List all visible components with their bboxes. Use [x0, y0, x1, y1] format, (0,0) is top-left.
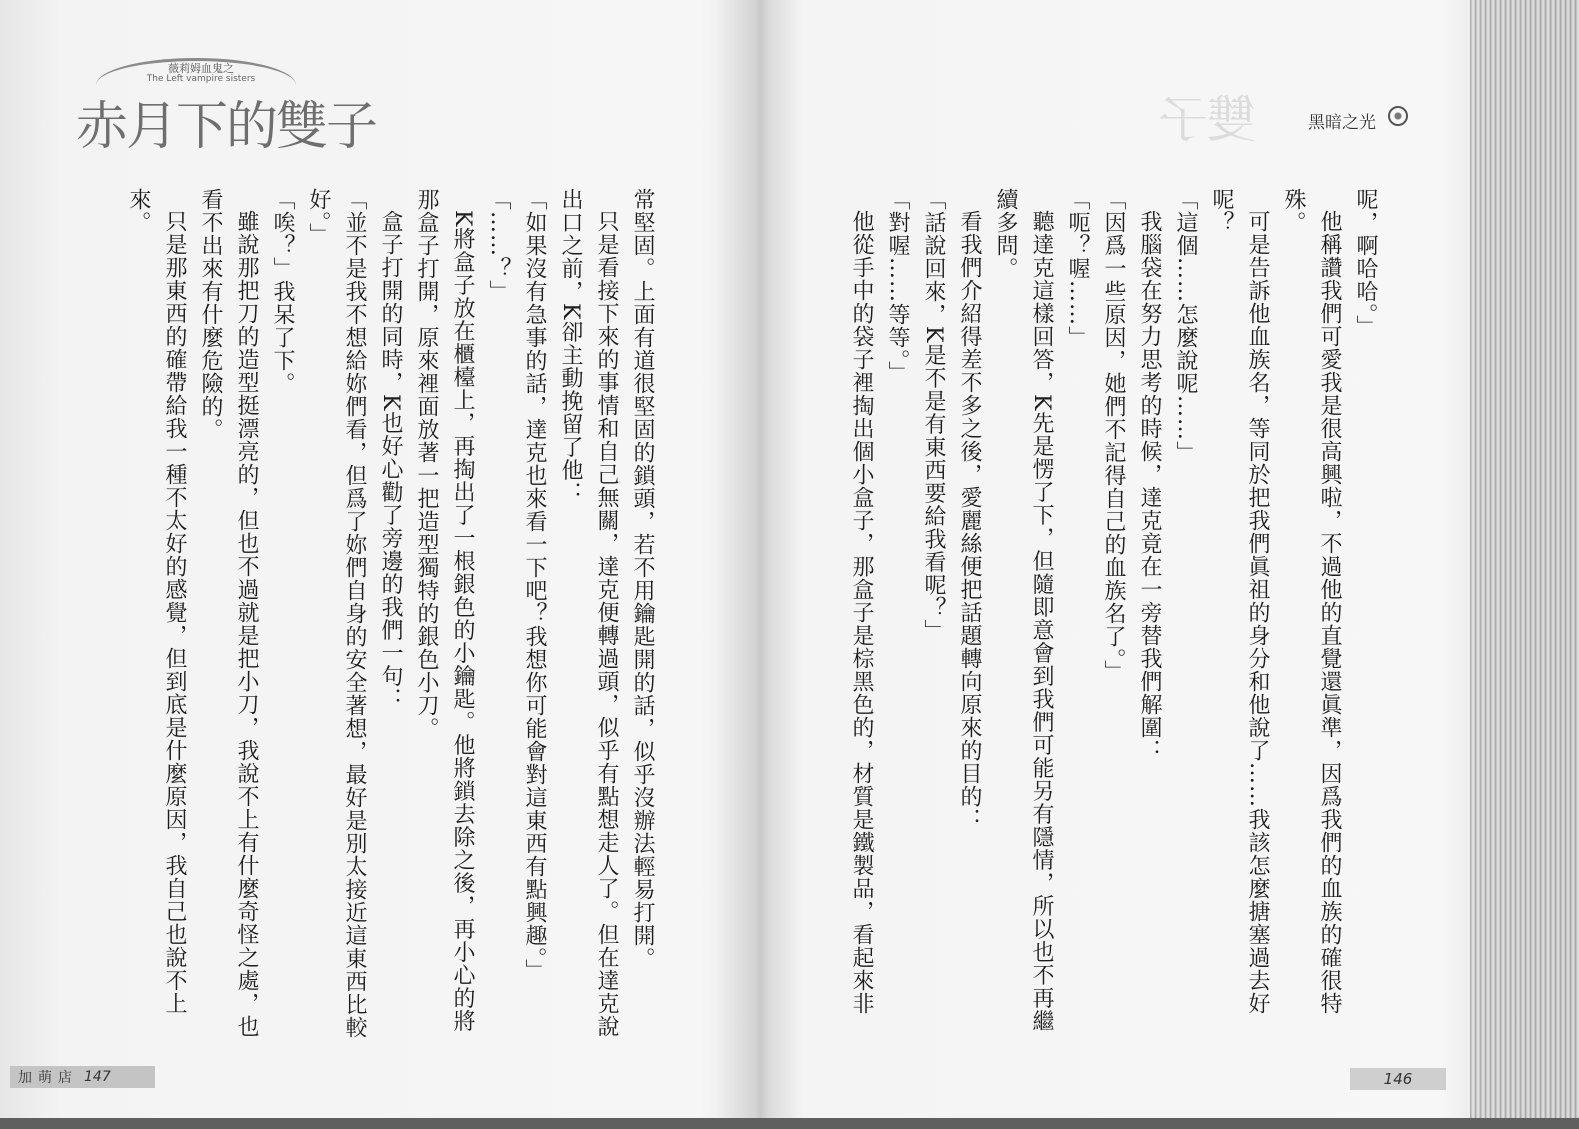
page-edges: [1470, 0, 1579, 1129]
page-number-right: 146: [1350, 1068, 1446, 1090]
show-through-logo: 雙子: [1160, 91, 1256, 149]
folio-store-name: 加萌店: [18, 1070, 78, 1086]
paragraph: K將盒子放在櫃檯上，再掏出了一根銀色的小鑰匙。他將鎖去除之後，再小心的將那盒子打開，原來裡面放著一把造型獨特的銀色小刀。: [414, 188, 475, 1033]
paragraph: 他稱讚我們可愛我是很高興啦，不過他的直覺還眞準，因爲我們的血族的確很特殊。: [1281, 188, 1342, 1015]
paragraph: 雖說那把刀的造型挺漂亮的，但也不過就是把小刀，我說不上有什麼奇怪之處，也看不出來有什麼危險的。: [198, 188, 259, 1038]
left-folio: [10, 1066, 155, 1088]
paragraph: 「……？」: [486, 188, 511, 303]
paragraph: 「並不是我不想給妳們看，但爲了妳們自身的安全著想，最好是別太接近這東西比較好。」: [306, 188, 367, 1039]
paragraph: 只是看接下來的事情和自己無關，達克便轉過頭，似乎有點想走人了。但在達克說出口之前，K卻主動挽留了他：: [558, 188, 619, 1038]
paragraph: 「對喔……等等。」: [885, 188, 910, 384]
paragraph: 盒子打開的同時，K也好心勸了旁邊的我們一句：: [378, 210, 403, 711]
paragraph: 「話說回來，K是不是有東西要給我看呢？」: [921, 188, 946, 643]
paragraph: 「唉？」我呆了下。: [270, 188, 295, 395]
paragraph: 聽達克這樣回答，K先是愣了下，但隨即意會到我們可能另有隱情，所以也不再繼續多問。: [993, 188, 1054, 1033]
book-logo-title: 赤月下的雙子: [76, 97, 377, 157]
paragraph: 可是告訴他血族名，等同於把我們眞祖的身分和他說了……我該怎麼搪塞過去好呢？: [1209, 188, 1270, 1015]
logo-subtitle: 薇莉姆血鬼之: [168, 62, 234, 75]
paragraph: 只是那東西的確帶給我一種不太好的感覺，但到底是什麼原因，我自己也說不上來。: [126, 188, 187, 1015]
right-page-body: [838, 188, 1383, 1048]
chapter-title: 黑暗之光: [1308, 113, 1376, 133]
left-page-body: [100, 188, 660, 1048]
paragraph: 常堅固。上面有道很堅固的鎖頭，若不用鑰匙開的話，似乎沒辦法輕易打開。: [630, 188, 655, 970]
paragraph: 看我們介紹得差不多之後，愛麗絲便把話題轉向原來的目的：: [957, 210, 982, 831]
left-page: [0, 0, 760, 1129]
logo-english-subtitle: The Left vampire sisters: [146, 74, 256, 84]
paragraph: 「呃？喔……」: [1065, 188, 1090, 349]
chapter-emblem-icon: [1388, 106, 1408, 126]
paragraph: 「這個……怎麼說呢……」: [1173, 188, 1198, 464]
paragraph: 「因爲一些原因，她們不記得自己的血族名了。」: [1101, 188, 1126, 683]
paragraph: 「如果沒有急事的話，達克也來看一下吧？我想你可能會對這東西有點興趣。」: [522, 188, 547, 982]
page-number-left: 147: [84, 1069, 111, 1085]
paragraph: 我腦袋在努力思考的時候，達克竟在一旁替我們解圍：: [1137, 210, 1162, 762]
paragraph: 呢，啊哈哈。」: [1353, 188, 1378, 338]
paragraph: 他從手中的袋子裡掏出個小盒子，那盒子是棕黑色的，材質是鐵製品，看起來非: [849, 210, 874, 1015]
